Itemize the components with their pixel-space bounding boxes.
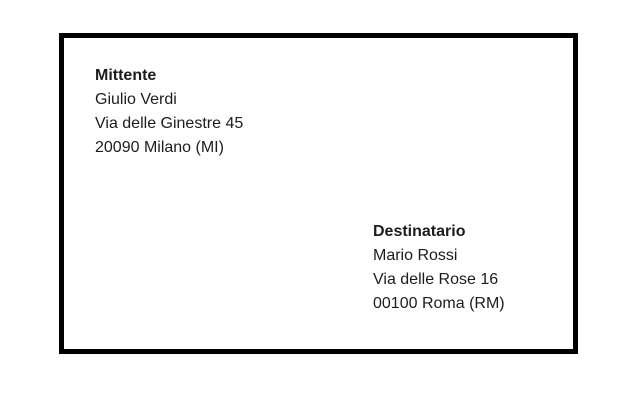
recipient-street: Via delle Rose 16: [373, 271, 499, 288]
sender-label: Mittente: [95, 67, 157, 84]
recipient-city: 00100 Roma (RM): [373, 295, 505, 312]
recipient-address-block: [373, 220, 505, 316]
envelope-outline: [59, 33, 578, 354]
sender-city: 20090 Milano (MI): [95, 139, 224, 156]
sender-address-block: [95, 64, 243, 160]
sender-street: Via delle Ginestre 45: [95, 115, 244, 132]
recipient-name: Mario Rossi: [373, 247, 458, 264]
sender-name: Giulio Verdi: [95, 91, 177, 108]
recipient-label: Destinatario: [373, 223, 466, 240]
